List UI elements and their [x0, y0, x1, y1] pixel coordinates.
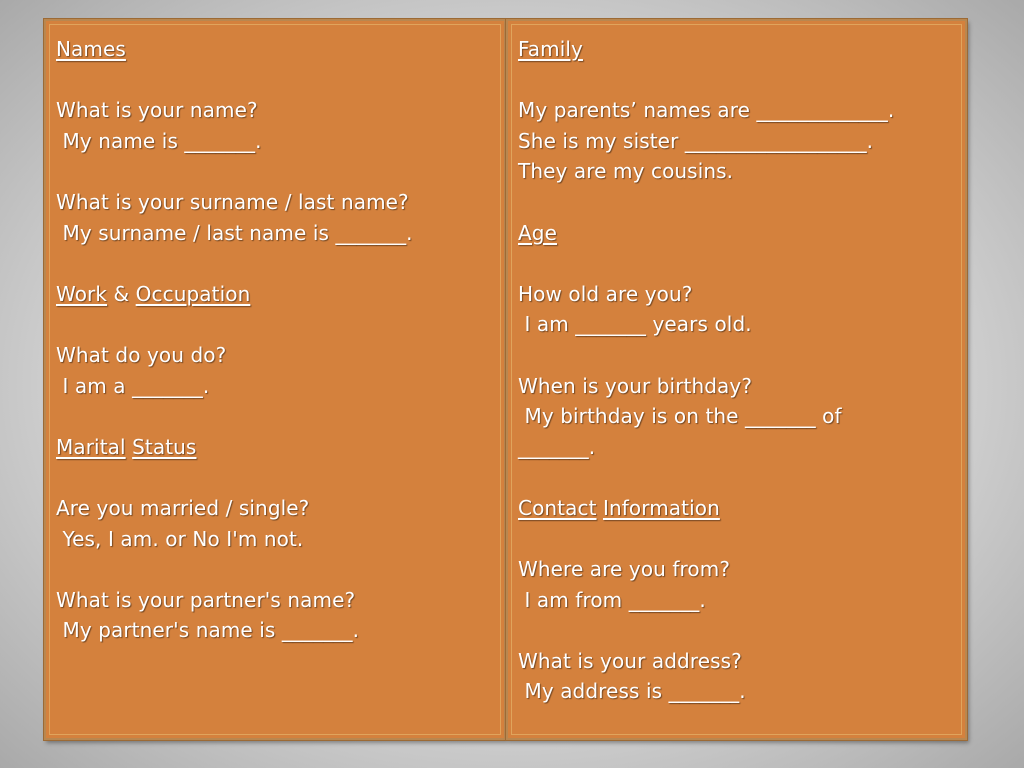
text-fragment: Are you married / single?: [56, 495, 310, 520]
text-line: [518, 585, 957, 616]
text-fragment: What is your name?: [56, 98, 258, 123]
blank-line: [56, 65, 496, 96]
blank-line: [518, 340, 957, 371]
text-line: [56, 126, 496, 157]
text-line: [56, 493, 496, 524]
text-line: [56, 279, 496, 310]
text-fragment: My name is _______.: [56, 128, 262, 153]
text-fragment: What is your partner's name?: [56, 587, 356, 612]
blank-line: [518, 615, 957, 646]
text-fragment: When is your birthday?: [518, 373, 753, 398]
section-heading: Occupation: [135, 281, 251, 306]
section-heading: Marital: [56, 434, 126, 459]
section-heading: Age: [518, 220, 557, 245]
text-line: [518, 309, 957, 340]
text-fragment: How old are you?: [518, 281, 693, 306]
section-heading: Status: [132, 434, 197, 459]
blank-line: [56, 401, 496, 432]
text-line: [518, 95, 957, 126]
text-fragment: My address is _______.: [518, 679, 746, 704]
text-fragment: I am a _______.: [56, 373, 210, 398]
text-fragment: Yes, I am. or No I'm not.: [56, 526, 304, 551]
blank-line: [518, 65, 957, 96]
text-fragment: What do you do?: [56, 342, 227, 367]
left-column-text: [56, 34, 496, 646]
text-line: [56, 585, 496, 616]
text-line: [518, 126, 957, 157]
blank-line: [56, 554, 496, 585]
text-fragment: They are my cousins.: [518, 159, 734, 184]
blank-line: [518, 248, 957, 279]
section-heading: Names: [56, 37, 126, 61]
text-fragment: My partner's name is _______.: [56, 618, 360, 643]
right-panel: [506, 19, 967, 740]
text-fragment: My surname / last name is _______.: [56, 220, 413, 245]
text-fragment: My parents’ names are _____________.: [518, 98, 895, 123]
left-panel: [44, 19, 506, 740]
text-line: [518, 646, 957, 677]
blank-line: [518, 524, 957, 555]
text-fragment: I am from _______.: [518, 587, 706, 612]
text-fragment: What is your surname / last name?: [56, 189, 409, 214]
text-line: [518, 279, 957, 310]
blank-line: [56, 309, 496, 340]
text-fragment: _______.: [518, 434, 596, 459]
text-fragment: I am _______ years old.: [518, 312, 752, 337]
text-line: [518, 554, 957, 585]
text-line: [56, 187, 496, 218]
text-line: [56, 34, 496, 65]
text-line: [518, 218, 957, 249]
text-line: [518, 34, 957, 65]
blank-line: [56, 156, 496, 187]
text-line: [56, 615, 496, 646]
blank-line: [518, 462, 957, 493]
text-line: [518, 156, 957, 187]
text-line: [56, 524, 496, 555]
text-fragment: What is your address?: [518, 648, 742, 673]
text-line: [56, 432, 496, 463]
right-column-text: [518, 34, 957, 707]
text-fragment: Where are you from?: [518, 557, 731, 582]
text-line: [56, 371, 496, 402]
text-fragment: My birthday is on the _______ of: [518, 404, 842, 429]
section-heading: Information: [602, 495, 720, 520]
section-heading: Contact: [518, 495, 597, 520]
text-line: [56, 95, 496, 126]
blank-line: [56, 248, 496, 279]
text-line: [518, 676, 957, 707]
text-line: [56, 340, 496, 371]
text-line: [518, 432, 957, 463]
text-line: [518, 371, 957, 402]
text-line: [56, 218, 496, 249]
blank-line: [518, 187, 957, 218]
text-line: [518, 493, 957, 524]
section-heading: Work: [56, 281, 108, 306]
section-heading: Family: [518, 37, 583, 61]
text-fragment: She is my sister __________________.: [518, 128, 874, 153]
blank-line: [56, 462, 496, 493]
text-fragment: &: [107, 281, 136, 306]
text-line: [518, 401, 957, 432]
